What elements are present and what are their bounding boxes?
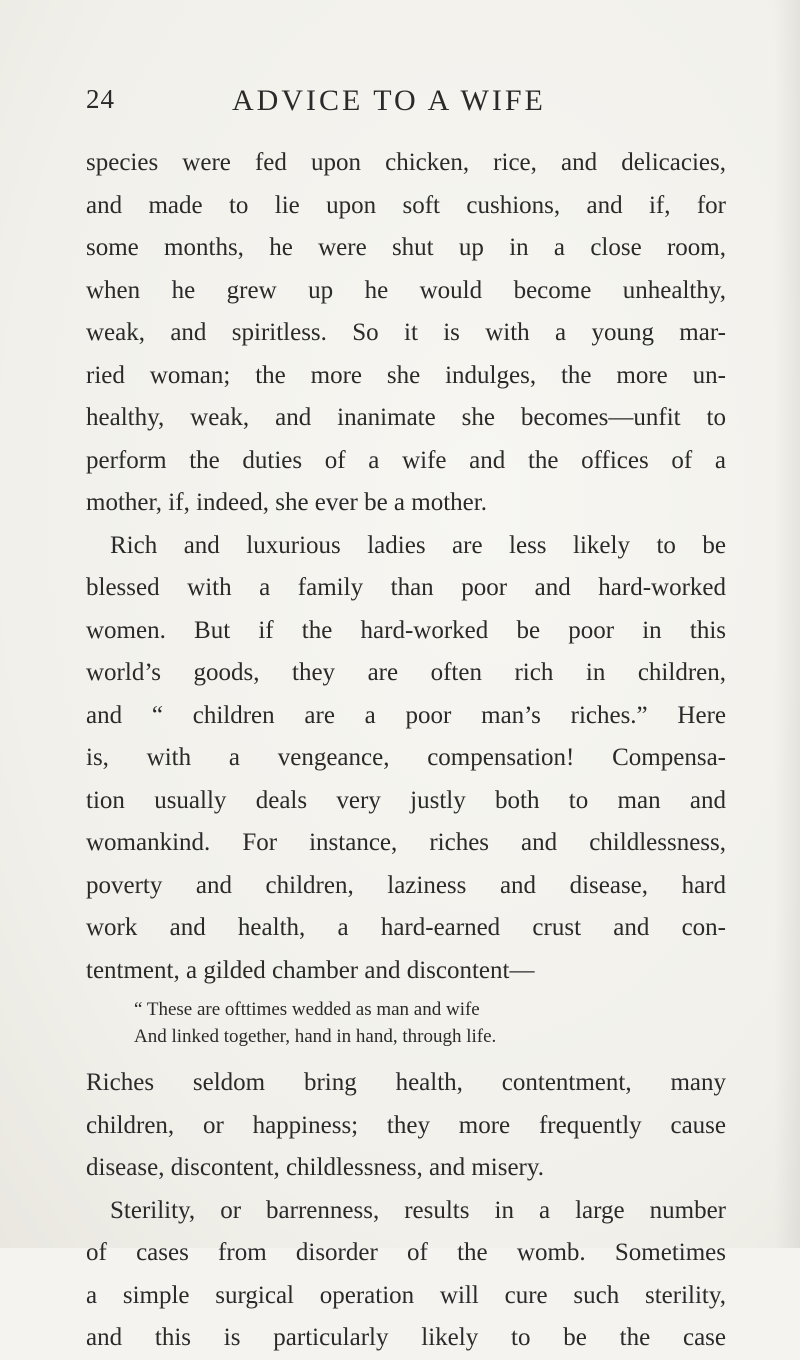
text-line: ried woman; the more she indulges, the more un-: [86, 361, 726, 389]
text-line: some months, he were shut up in a close room,: [86, 234, 726, 261]
text-line: disease, discontent, childlessness, and misery.: [86, 1154, 545, 1181]
quote-line: “ These are ofttimes wedded as man and wife: [134, 999, 480, 1020]
text-line: Riches seldom bring health, contentment, many: [86, 1069, 726, 1096]
text-line: species were fed upon chicken, rice, and delicacies,: [86, 149, 726, 176]
text-line: when he grew up he would become unhealthy,: [86, 276, 726, 304]
text-line: is, with a vengeance, compensation! Compensa-: [86, 744, 726, 771]
text-line: and this is particularly likely to be the case: [86, 1324, 726, 1351]
page-edge-shadow: [774, 0, 800, 1248]
text-line: a simple surgical operation will cure such sterility,: [86, 1281, 726, 1309]
text-line: Rich and luxurious ladies are less likely to be: [110, 531, 726, 559]
text-line: women. But if the hard-worked be poor in this: [86, 616, 726, 644]
text-line: poverty and children, laziness and disease, hard: [86, 871, 726, 899]
text-line: tion usually deals very justly both to man and: [86, 786, 726, 814]
quote-line: And linked together, hand in hand, through life.: [134, 1026, 497, 1047]
text-line: Sterility, or barrenness, results in a large number: [110, 1196, 726, 1224]
text-line: of cases from disorder of the womb. Sometimes: [86, 1239, 726, 1266]
text-line: and “ children are a poor man’s riches.” Here: [86, 701, 726, 729]
page-number: 24: [86, 84, 115, 114]
text-line: womankind. For instance, riches and childlessness,: [86, 829, 726, 856]
page-header: [86, 84, 726, 124]
text-line: perform the duties of a wife and the offices of a: [86, 446, 726, 474]
text-line: tentment, a gilded chamber and discontent—: [86, 956, 535, 984]
text-line: world’s goods, they are often rich in children,: [86, 659, 726, 686]
text-line: blessed with a family than poor and hard-worked: [86, 574, 726, 601]
body-text: [86, 142, 726, 1360]
text-line: mother, if, indeed, she ever be a mother.: [86, 489, 487, 516]
running-head: ADVICE TO A WIFE: [232, 84, 546, 117]
text-line: healthy, weak, and inanimate she becomes—unfit to: [86, 404, 726, 431]
text-line: weak, and spiritless. So it is with a young mar-: [86, 319, 726, 346]
text-line: children, or happiness; they more frequently cause: [86, 1111, 726, 1139]
text-line: work and health, a hard-earned crust and con-: [86, 914, 726, 941]
text-line: and made to lie upon soft cushions, and if, for: [86, 191, 726, 219]
